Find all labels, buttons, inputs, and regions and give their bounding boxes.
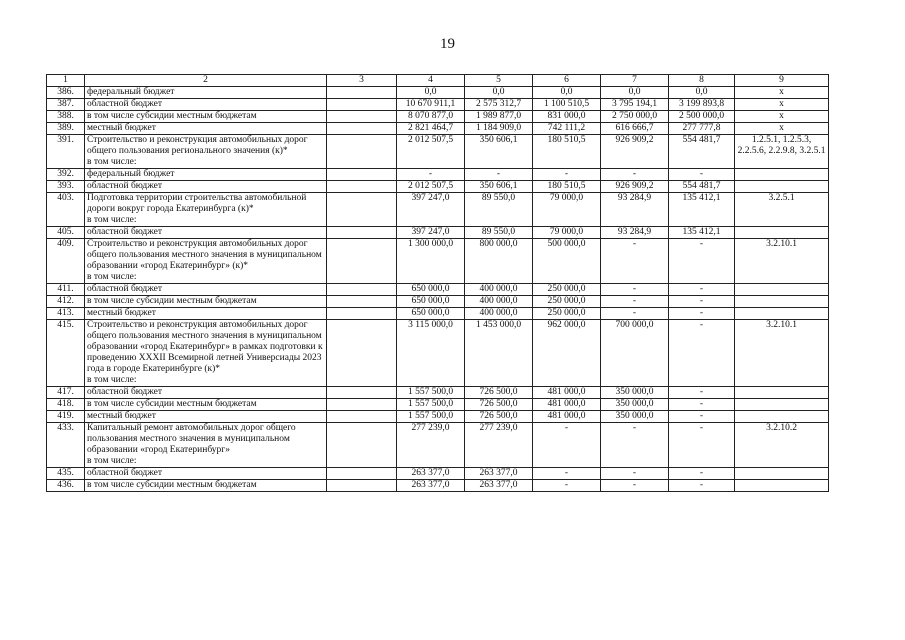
col6-cell: 1 100 510,5 (533, 99, 601, 111)
col4-cell: 1 557 500,0 (397, 399, 465, 411)
row-name-cell: в том числе субсидии местным бюджетам (85, 111, 327, 123)
row-name-cell: Подготовка территории строительства автомобильной дороги вокруг города Екатеринбурга (к)* в том числе: (85, 193, 327, 227)
header-cell: 1 (47, 75, 85, 87)
col8-cell: 135 412,1 (669, 227, 735, 239)
row-name-cell: Строительство и реконструкция автомобильных дорог общего пользования местного значения в муниципальном образовании «город Екатеринбург» в рамках подготовки к проведению XXXII Всемирной летней Универсиады 2023 года в городе Екатеринбурге (к)* в том числе: (85, 320, 327, 387)
col5-cell: 1 453 000,0 (465, 320, 533, 387)
col4-cell: 277 239,0 (397, 423, 465, 468)
col3-cell (327, 411, 397, 423)
col3-cell (327, 239, 397, 284)
col3-cell (327, 181, 397, 193)
table-row (47, 296, 829, 308)
col5-cell: 89 550,0 (465, 227, 533, 239)
col7-cell: 926 909,2 (601, 181, 669, 193)
row-number-cell: 386. (47, 87, 85, 99)
col7-cell: - (601, 284, 669, 296)
col5-cell: 400 000,0 (465, 296, 533, 308)
indicator-code-cell (735, 468, 829, 480)
col7-cell: - (601, 423, 669, 468)
row-number-cell: 435. (47, 468, 85, 480)
row-number-cell: 387. (47, 99, 85, 111)
col3-cell (327, 387, 397, 399)
col8-cell: - (669, 399, 735, 411)
col3-cell (327, 193, 397, 227)
col7-cell: - (601, 169, 669, 181)
col8-cell: - (669, 296, 735, 308)
row-number-cell: 392. (47, 169, 85, 181)
col6-cell: 250 000,0 (533, 296, 601, 308)
col3-cell (327, 480, 397, 492)
row-name-cell: Строительство и реконструкция автомобильных дорог общего пользования местного значения в муниципальном образовании «город Екатеринбург» (к)* в том числе: (85, 239, 327, 284)
row-name-cell: местный бюджет (85, 411, 327, 423)
row-number-cell: 391. (47, 135, 85, 169)
col7-cell: 0,0 (601, 87, 669, 99)
col5-cell: 0,0 (465, 87, 533, 99)
col5-cell: 350 606,1 (465, 181, 533, 193)
col6-cell: 962 000,0 (533, 320, 601, 387)
row-name-cell: в том числе субсидии местным бюджетам (85, 399, 327, 411)
col5-cell: 726 500,0 (465, 399, 533, 411)
col7-cell: 93 284,9 (601, 193, 669, 227)
table-row (47, 480, 829, 492)
col8-cell: - (669, 468, 735, 480)
table-row (47, 411, 829, 423)
col6-cell: - (533, 468, 601, 480)
row-number-cell: 389. (47, 123, 85, 135)
col7-cell: 616 666,7 (601, 123, 669, 135)
row-name-cell: областной бюджет (85, 284, 327, 296)
col4-cell: 3 115 000,0 (397, 320, 465, 387)
header-cell: 8 (669, 75, 735, 87)
col7-cell: - (601, 308, 669, 320)
col6-cell: 250 000,0 (533, 284, 601, 296)
col8-cell: - (669, 239, 735, 284)
col3-cell (327, 87, 397, 99)
table-row (47, 387, 829, 399)
table-row (47, 399, 829, 411)
indicator-code-cell: 3.2.10.1 (735, 320, 829, 387)
row-name-cell: Капитальный ремонт автомобильных дорог общего пользования местного значения в муниципальном образовании «город Екатеринбург» в том числе: (85, 423, 327, 468)
col3-cell (327, 135, 397, 169)
table-row (47, 320, 829, 387)
row-number-cell: 412. (47, 296, 85, 308)
header-cell: 3 (327, 75, 397, 87)
row-name-cell: местный бюджет (85, 123, 327, 135)
col8-cell: 135 412,1 (669, 193, 735, 227)
col3-cell (327, 284, 397, 296)
row-number-cell: 418. (47, 399, 85, 411)
row-name-cell: в том числе субсидии местным бюджетам (85, 296, 327, 308)
row-number-cell: 417. (47, 387, 85, 399)
row-name-cell: областной бюджет (85, 181, 327, 193)
table-row (47, 193, 829, 227)
table-row (47, 181, 829, 193)
col5-cell: 800 000,0 (465, 239, 533, 284)
page-number: 19 (440, 36, 455, 52)
row-name-cell: федеральный бюджет (85, 169, 327, 181)
row-number-cell: 415. (47, 320, 85, 387)
row-number-cell: 393. (47, 181, 85, 193)
indicator-code-cell (735, 399, 829, 411)
row-name-cell: областной бюджет (85, 387, 327, 399)
budget-table (46, 74, 829, 492)
col3-cell (327, 320, 397, 387)
row-name-cell: в том числе субсидии местным бюджетам (85, 480, 327, 492)
col5-cell: 1 184 909,0 (465, 123, 533, 135)
table-row (47, 169, 829, 181)
col8-cell: 277 777,8 (669, 123, 735, 135)
indicator-code-cell: х (735, 87, 829, 99)
col3-cell (327, 227, 397, 239)
indicator-code-cell (735, 308, 829, 320)
col8-cell: - (669, 411, 735, 423)
col7-cell: 350 000,0 (601, 387, 669, 399)
header-cell: 7 (601, 75, 669, 87)
col4-cell: 0,0 (397, 87, 465, 99)
row-name-cell: областной бюджет (85, 468, 327, 480)
col6-cell: - (533, 480, 601, 492)
col4-cell: 2 821 464,7 (397, 123, 465, 135)
col5-cell: 726 500,0 (465, 411, 533, 423)
table-header-row (47, 75, 829, 87)
indicator-code-cell (735, 284, 829, 296)
col4-cell: 1 557 500,0 (397, 387, 465, 399)
table-row (47, 111, 829, 123)
header-cell: 2 (85, 75, 327, 87)
col4-cell: - (397, 169, 465, 181)
col5-cell: - (465, 169, 533, 181)
col4-cell: 650 000,0 (397, 296, 465, 308)
col6-cell: 79 000,0 (533, 227, 601, 239)
indicator-code-cell (735, 296, 829, 308)
header-cell: 4 (397, 75, 465, 87)
table-row (47, 227, 829, 239)
col3-cell (327, 111, 397, 123)
col5-cell: 263 377,0 (465, 480, 533, 492)
row-name-cell: Строительство и реконструкция автомобильных дорог общего пользования регионального значения (к)* в том числе: (85, 135, 327, 169)
col3-cell (327, 296, 397, 308)
indicator-code-cell (735, 169, 829, 181)
row-number-cell: 413. (47, 308, 85, 320)
col3-cell (327, 308, 397, 320)
header-cell: 6 (533, 75, 601, 87)
table-row (47, 308, 829, 320)
col5-cell: 2 575 312,7 (465, 99, 533, 111)
col6-cell: - (533, 423, 601, 468)
table-row (47, 423, 829, 468)
row-name-cell: федеральный бюджет (85, 87, 327, 99)
col7-cell: 93 284,9 (601, 227, 669, 239)
col7-cell: - (601, 239, 669, 284)
col5-cell: 1 989 877,0 (465, 111, 533, 123)
col8-cell: - (669, 320, 735, 387)
row-name-cell: областной бюджет (85, 227, 327, 239)
col4-cell: 2 012 507,5 (397, 135, 465, 169)
col4-cell: 397 247,0 (397, 193, 465, 227)
col8-cell: 554 481,7 (669, 135, 735, 169)
col8-cell: - (669, 387, 735, 399)
col4-cell: 1 557 500,0 (397, 411, 465, 423)
col7-cell: 2 750 000,0 (601, 111, 669, 123)
indicator-code-cell (735, 227, 829, 239)
col6-cell: 481 000,0 (533, 387, 601, 399)
row-number-cell: 403. (47, 193, 85, 227)
indicator-code-cell: 1.2.5.1, 1.2.5.3, 2.2.5.6, 2.2.9.8, 3.2.5.1 (735, 135, 829, 169)
table-row (47, 99, 829, 111)
col8-cell: 0,0 (669, 87, 735, 99)
col6-cell: - (533, 169, 601, 181)
col5-cell: 726 500,0 (465, 387, 533, 399)
col3-cell (327, 399, 397, 411)
col4-cell: 2 012 507,5 (397, 181, 465, 193)
col6-cell: 0,0 (533, 87, 601, 99)
col5-cell: 350 606,1 (465, 135, 533, 169)
col3-cell (327, 423, 397, 468)
col8-cell: 3 199 893,8 (669, 99, 735, 111)
col4-cell: 650 000,0 (397, 308, 465, 320)
col5-cell: 277 239,0 (465, 423, 533, 468)
col7-cell: 700 000,0 (601, 320, 669, 387)
col5-cell: 89 550,0 (465, 193, 533, 227)
col4-cell: 650 000,0 (397, 284, 465, 296)
row-number-cell: 388. (47, 111, 85, 123)
col8-cell: 2 500 000,0 (669, 111, 735, 123)
col5-cell: 400 000,0 (465, 308, 533, 320)
indicator-code-cell (735, 181, 829, 193)
col4-cell: 1 300 000,0 (397, 239, 465, 284)
row-number-cell: 411. (47, 284, 85, 296)
row-number-cell: 436. (47, 480, 85, 492)
indicator-code-cell: 3.2.5.1 (735, 193, 829, 227)
table-row (47, 239, 829, 284)
row-name-cell: областной бюджет (85, 99, 327, 111)
col8-cell: - (669, 480, 735, 492)
col8-cell: - (669, 169, 735, 181)
col7-cell: - (601, 480, 669, 492)
col8-cell: - (669, 284, 735, 296)
col6-cell: 250 000,0 (533, 308, 601, 320)
col4-cell: 263 377,0 (397, 480, 465, 492)
table-row (47, 468, 829, 480)
header-cell: 5 (465, 75, 533, 87)
row-number-cell: 405. (47, 227, 85, 239)
col4-cell: 8 070 877,0 (397, 111, 465, 123)
col7-cell: 350 000,0 (601, 411, 669, 423)
indicator-code-cell: 3.2.10.2 (735, 423, 829, 468)
col6-cell: 481 000,0 (533, 399, 601, 411)
col5-cell: 400 000,0 (465, 284, 533, 296)
col3-cell (327, 468, 397, 480)
row-number-cell: 419. (47, 411, 85, 423)
col6-cell: 79 000,0 (533, 193, 601, 227)
col6-cell: 831 000,0 (533, 111, 601, 123)
col7-cell: 350 000,0 (601, 399, 669, 411)
row-number-cell: 433. (47, 423, 85, 468)
indicator-code-cell (735, 411, 829, 423)
indicator-code-cell: х (735, 99, 829, 111)
table-row (47, 123, 829, 135)
col8-cell: 554 481,7 (669, 181, 735, 193)
col4-cell: 263 377,0 (397, 468, 465, 480)
col6-cell: 180 510,5 (533, 135, 601, 169)
col3-cell (327, 169, 397, 181)
header-cell: 9 (735, 75, 829, 87)
table-row (47, 284, 829, 296)
col8-cell: - (669, 423, 735, 468)
col4-cell: 397 247,0 (397, 227, 465, 239)
col5-cell: 263 377,0 (465, 468, 533, 480)
col6-cell: 180 510,5 (533, 181, 601, 193)
table-row (47, 135, 829, 169)
indicator-code-cell (735, 480, 829, 492)
col4-cell: 10 670 911,1 (397, 99, 465, 111)
col3-cell (327, 99, 397, 111)
row-name-cell: местный бюджет (85, 308, 327, 320)
col3-cell (327, 123, 397, 135)
col7-cell: 3 795 194,1 (601, 99, 669, 111)
col7-cell: - (601, 296, 669, 308)
row-number-cell: 409. (47, 239, 85, 284)
col8-cell: - (669, 308, 735, 320)
col6-cell: 500 000,0 (533, 239, 601, 284)
col6-cell: 481 000,0 (533, 411, 601, 423)
col7-cell: - (601, 468, 669, 480)
indicator-code-cell: 3.2.10.1 (735, 239, 829, 284)
table-row (47, 87, 829, 99)
indicator-code-cell: х (735, 123, 829, 135)
indicator-code-cell: х (735, 111, 829, 123)
col7-cell: 926 909,2 (601, 135, 669, 169)
indicator-code-cell (735, 387, 829, 399)
col6-cell: 742 111,2 (533, 123, 601, 135)
